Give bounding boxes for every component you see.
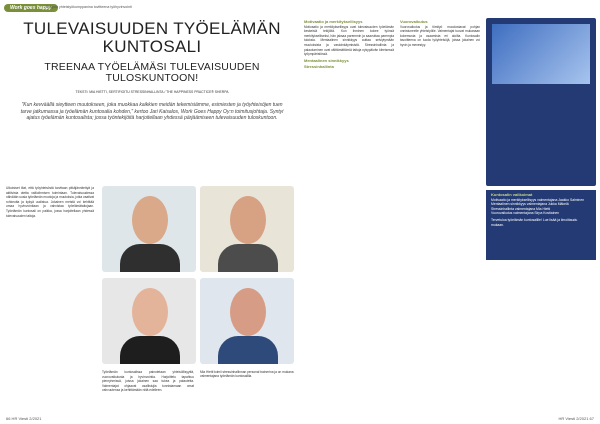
portrait-photo-1 <box>102 186 196 272</box>
info-footer: Tervetuloa työelämän kuntosalille! Lue lisää ja ilmoittaudu mukaan. <box>491 217 578 227</box>
article-credits: TEKSTI: MIA HIETTI, SERTIFIOITU STRESSINHALLINTA / THE HAPPINESS PRACTICE® SHERPA <box>75 90 229 94</box>
portrait-photo-4 <box>200 278 294 364</box>
left-page <box>6 16 298 424</box>
portrait-face <box>230 196 266 244</box>
article-subtitle: TREENAA TYÖELÄMÄSI TULEVAISUUDEN TULOSKUNTOON! <box>44 61 260 84</box>
sidebar-panel <box>486 18 596 186</box>
page-number-right: HR Viesti 2/2021 67 <box>558 416 594 421</box>
portrait-body <box>120 244 180 272</box>
pull-quote: "Kun kevväällä sieytteen muutokseen, joka muokkaa kaikkien meidän tekemisiämme, esimiesten ja työyhteisöjen tuen tarve jatkumassa ja työelämän kuntosalia kohden," kertoo Jari Kaisalos, Work Goes Happy Oy:n toimitusjohtaja. Syntyi ajatus työelämän kuntosalista; jossa työntekijöitä harjoitellaan yhdessä pärjäämiseen tulevaisuuden tuloskuntoon. <box>20 102 284 121</box>
page-header <box>4 4 596 14</box>
right-column-1: Motivaatio ja merkityksellisyys Motivaatio ja merkityksellisyys ovat tulevaisuuden työelämän keskeisiä tekijöitä. Kun ihminen kokee työnsä merkitykselliseksi, hän jaksaa paremmin ja saavuttaa parempia tuloksia. Mentaalinen sinnikkyys auttaa selviytymään muutoksista ja vastoinkäymisistä. Stressinhallinta ja palautuminen ovat välttämättömiä taitoja nykypäivän kiireisessä työympäristössä. Mentaalinen sinnikkyys Stressinhallinta <box>304 19 394 70</box>
page-number-left: 66 HR Viesti 2/2021 <box>6 416 42 421</box>
right-column-2: Vuorovaikutus Vuorovaikutus ja tiimityö muodostavat pohjan onnistuneelle yhteistyölle. Valmentajat tuovat mukanaan kokemusta ja osaamista eri aloilta. Kuntosalin tavoitteena on luoda työyhteisöjä, joissa jokainen voi hyvin ja menestyy. <box>400 19 480 47</box>
portrait-photo-2 <box>200 186 294 272</box>
body-column-2: Työelämän kuntosalissa painotetaan yhteisöllisyyttä, vuorovaikutusta ja hyvinvointia. Harjoittelu tapahtuu pienryhmissä, joissa jokainen saa tukea ja palautetta. Valmentajat ohjaavat osallistujia tunnistamaan omat vahvuutensa ja kehittämään niitä edelleen. <box>102 370 194 393</box>
info-list-item: Mentaalinen sinnikkyys valmentajana Jukka Mäkelä <box>491 202 569 207</box>
header-tagline: Pohjolo yhteistyökumppanina tovitteena työhyvinvointi <box>46 5 132 9</box>
article-title: TULEVAISUUDEN TYÖELÄMÄN KUNTOSALI <box>23 19 281 56</box>
portrait-photo-3 <box>102 278 196 364</box>
portrait-face <box>132 196 168 244</box>
right-page <box>304 16 594 424</box>
info-list-item: Vuorovaikutus valmentajana Sirpa Kostiainen <box>491 211 560 216</box>
info-list-item: Stressinhallinta valmentajana Mia Hietti <box>491 206 551 211</box>
portrait-body <box>218 336 278 364</box>
portrait-face <box>132 288 168 336</box>
portrait-body <box>218 244 278 272</box>
section-badge: Work goes happy <box>4 4 58 12</box>
info-box: Kuntosalin valikoimat Motivaatio ja merkityksellisyys valmentajana Jaakko Salminen Mentaalinen sinnikkyys valmentajana Jukka Mäkelä Stressinhallinta valmentajana Mia Hietti Vuorovaikutus valmentajana Sirpa Kostiainen Tervetuloa työelämän kuntosalille! Lue lisää ja ilmoittaudu mukaan. <box>486 190 596 260</box>
photo-caption: Mia Hietti toimii stressinhallinnan personal trainerina ja on mukana valmentajana työelämän kuntosalilla. <box>200 370 294 379</box>
portrait-body <box>120 336 180 364</box>
decorative-graphic <box>492 24 590 84</box>
portrait-face <box>230 288 266 336</box>
info-list-item: Motivaatio ja merkityksellisyys valmentajana Jaakko Salminen <box>491 197 585 202</box>
body-column-1: Ulkoisiset tilat, että työyhteisöstä tarvitaan pitkäjännitettyä ja aktiivista otetta valtioihmisen toimintaan. Tulevaisuudessa nähdään uusia työelämän muotoja ja muutoksia, jotka vaativat rohkeutta ja kykyä uudistua. Jokainen meistä voi kehittää omaa hyvinvointiaan ja vahvistaa työelämätaitojaan. Työelämän kuntosali on paikka, jossa harjoitellaan yhdessä tulevaisuuden taitoja. <box>6 186 94 218</box>
